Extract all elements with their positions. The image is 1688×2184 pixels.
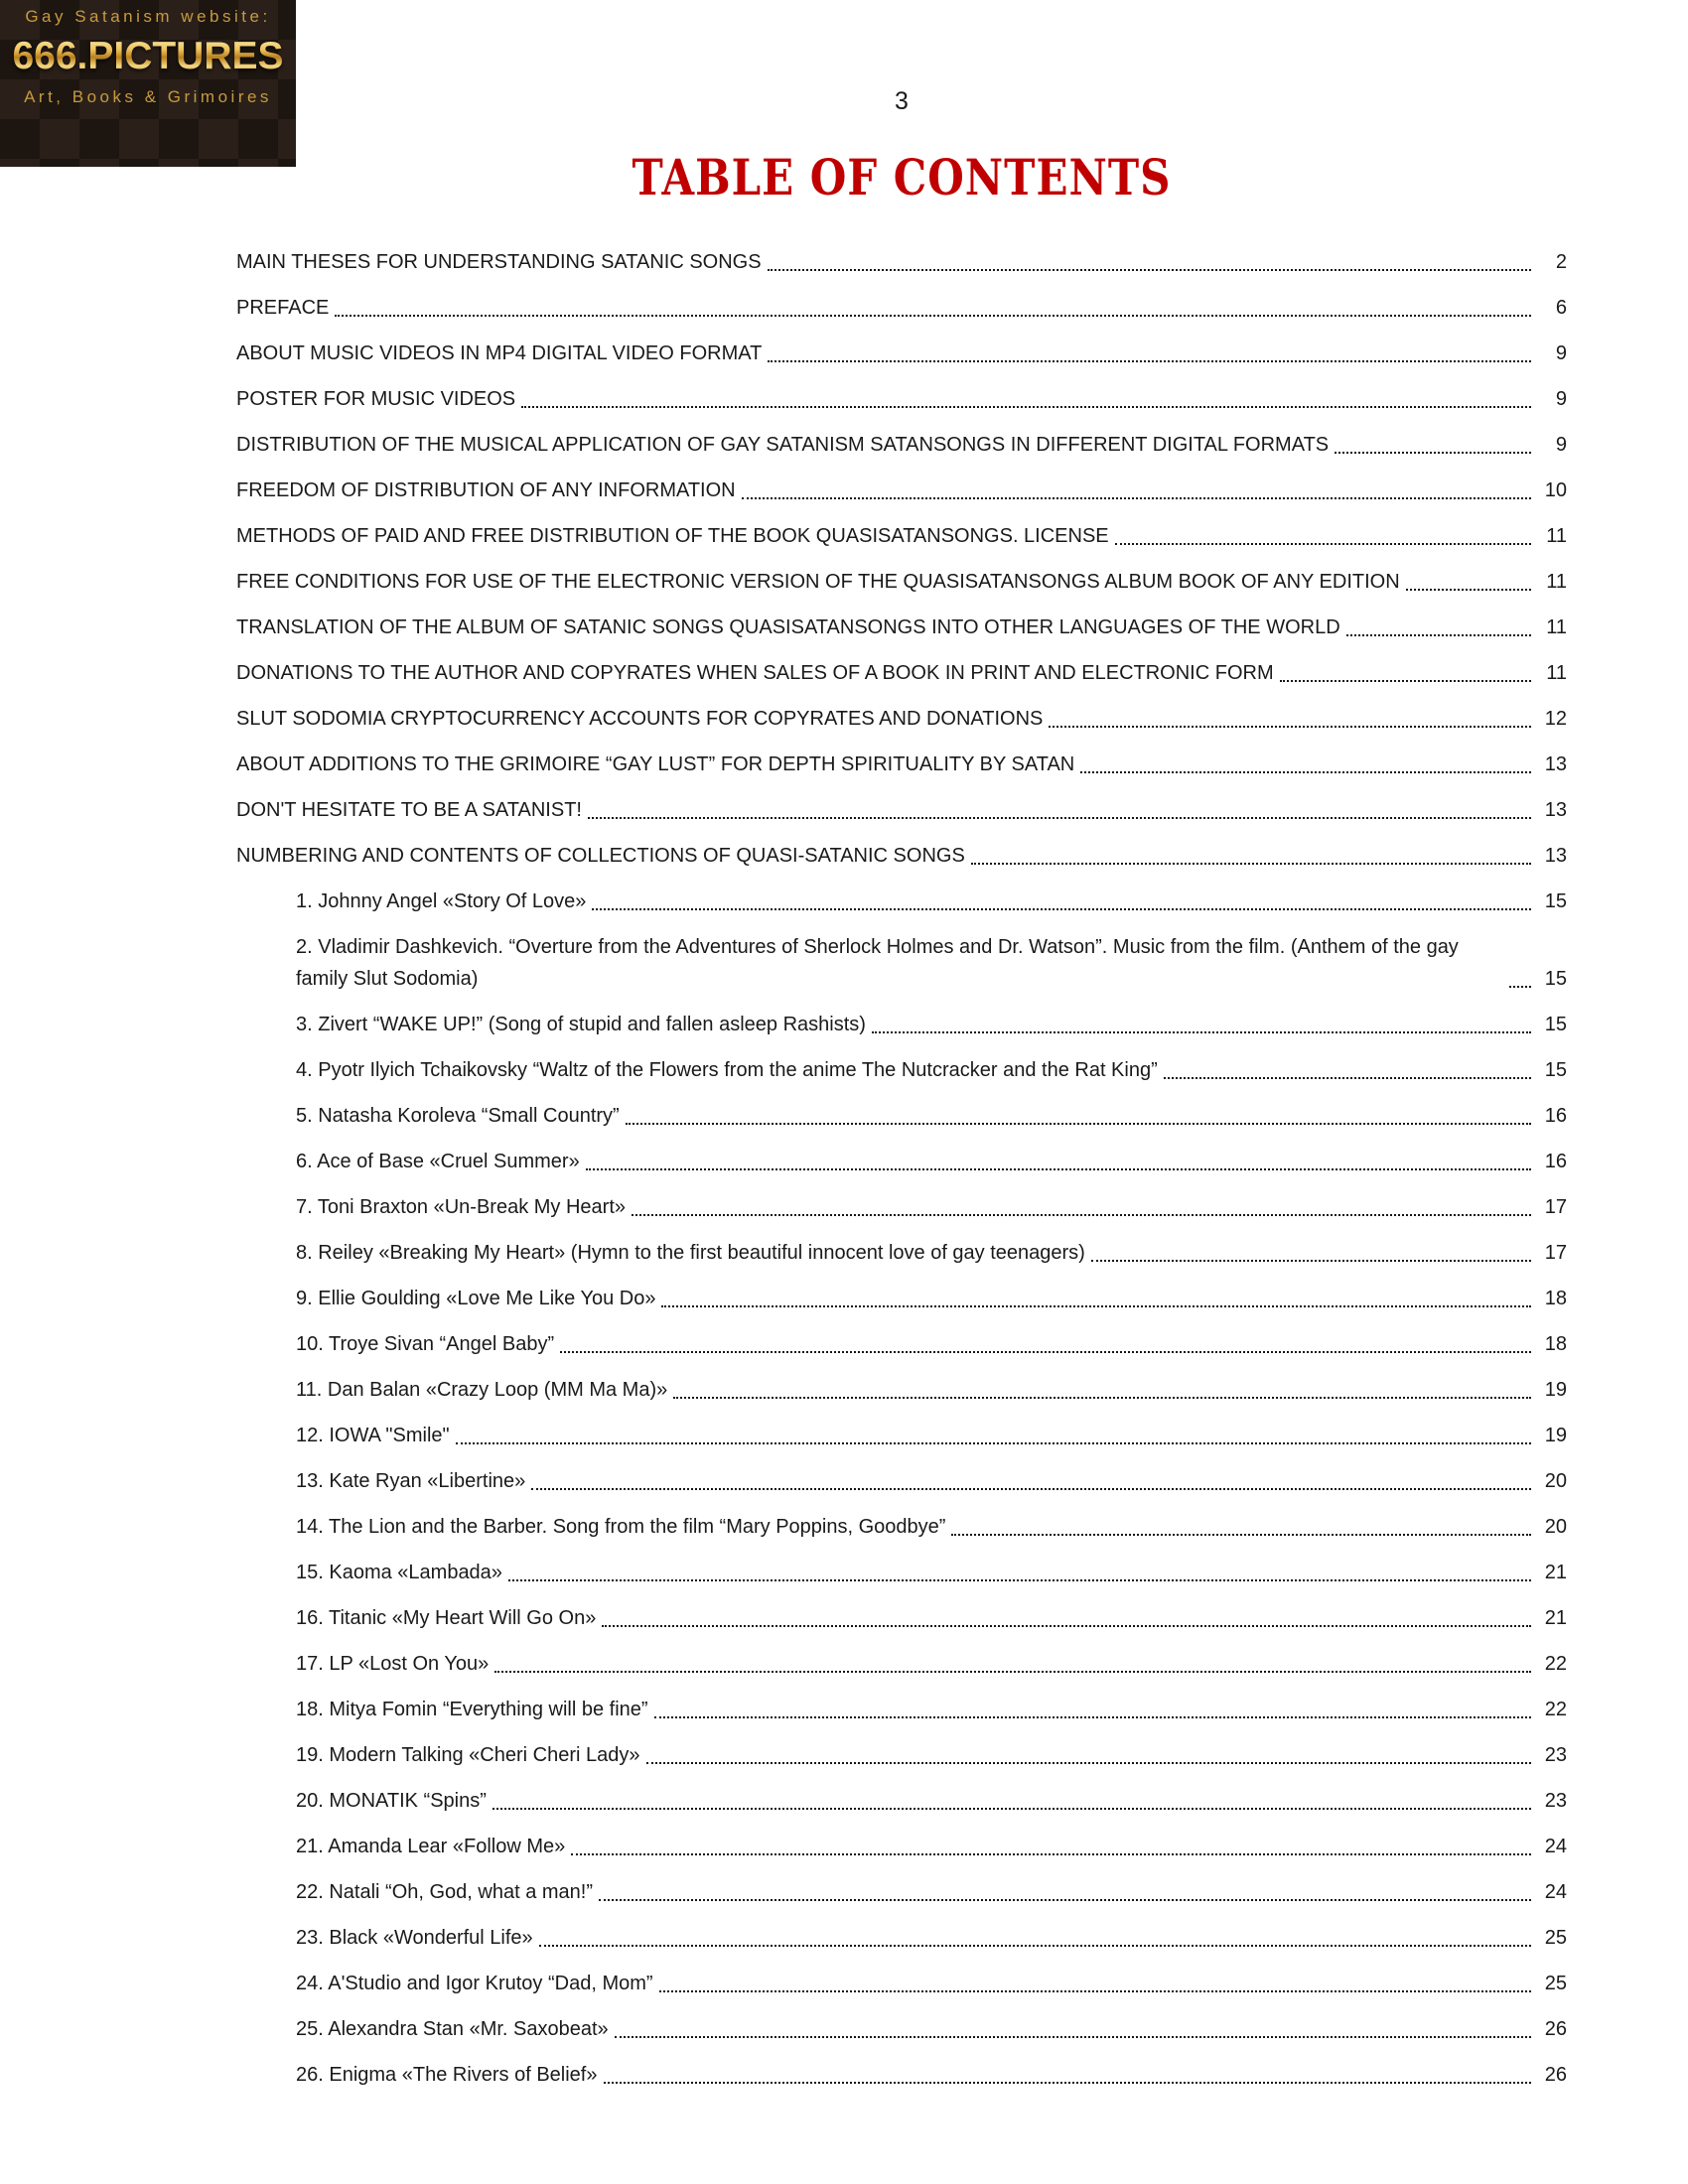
dotted-leader (539, 1945, 1531, 1947)
toc-entry-text: 11. Dan Balan «Crazy Loop (MM Ma Ma)» (296, 1379, 668, 1401)
dotted-leader (626, 1123, 1531, 1125)
toc-entry-text: 1. Johnny Angel «Story Of Love» (296, 890, 587, 912)
toc-entry-text: 18. Mitya Fomin “Everything will be fine” (296, 1699, 648, 1720)
toc-entry[interactable] (236, 612, 1567, 643)
toc-entry-page: 23 (1544, 1744, 1567, 1766)
toc-entry-page: 16 (1544, 1105, 1567, 1127)
toc-entry[interactable] (236, 1328, 1567, 1360)
logo-brand: 666.PICTURES (0, 35, 296, 78)
toc-entry[interactable] (236, 246, 1567, 278)
toc-entry-page: 9 (1555, 342, 1567, 364)
toc-entry-page: 24 (1544, 1836, 1567, 1857)
dotted-leader (1280, 680, 1531, 682)
document-page (236, 87, 1567, 2105)
dotted-leader (673, 1397, 1531, 1399)
toc-entry[interactable] (236, 1283, 1567, 1314)
page-title-text: TABLE OF CONTENTS (632, 149, 1172, 206)
toc-entry-page: 26 (1544, 2018, 1567, 2040)
toc-entry-page: 21 (1544, 1562, 1567, 1583)
dotted-leader (571, 1853, 1531, 1855)
toc-entry-text: 15. Kaoma «Lambada» (296, 1562, 502, 1583)
toc-entry[interactable] (236, 931, 1567, 995)
toc-entry-text: MAIN THESES FOR UNDERSTANDING SATANIC SONGS (236, 251, 762, 273)
dotted-leader (1049, 726, 1531, 728)
toc-entry[interactable] (236, 1009, 1567, 1040)
toc-entry[interactable] (236, 749, 1567, 780)
toc-entry-text: 25. Alexandra Stan «Mr. Saxobeat» (296, 2018, 609, 2040)
dotted-leader (768, 269, 1531, 271)
toc-entry-page: 11 (1546, 662, 1567, 684)
toc-entry[interactable] (236, 1374, 1567, 1406)
dotted-leader (586, 1168, 1531, 1170)
toc-entry[interactable] (236, 1054, 1567, 1086)
dotted-leader (508, 1579, 1531, 1581)
toc-entry-text: 12. IOWA "Smile" (296, 1425, 450, 1446)
dotted-leader (560, 1351, 1531, 1353)
dotted-leader (971, 863, 1531, 865)
toc-entry-text: 9. Ellie Goulding «Love Me Like You Do» (296, 1288, 656, 1309)
toc-entry-text: 14. The Lion and the Barber. Song from the film “Mary Poppins, Goodbye” (296, 1516, 946, 1538)
toc-entry[interactable] (236, 475, 1567, 506)
toc-entry-text: 3. Zivert “WAKE UP!” (Song of stupid and fallen asleep Rashists) (296, 1014, 866, 1035)
dotted-leader (742, 497, 1531, 499)
toc-entry-page: 13 (1544, 753, 1567, 775)
toc-entry[interactable] (236, 520, 1567, 552)
dotted-leader (632, 1214, 1531, 1216)
toc-entry-page: 10 (1544, 479, 1567, 501)
toc-entry[interactable] (236, 429, 1567, 461)
toc-entry-text: 24. A'Studio and Igor Krutoy “Dad, Mom” (296, 1973, 653, 1994)
toc-entry-text: 8. Reiley «Breaking My Heart» (Hymn to the first beautiful innocent love of gay teenagers) (296, 1242, 1085, 1264)
page-number: 3 (895, 87, 909, 115)
dotted-leader (604, 2082, 1532, 2084)
toc-entry-page: 6 (1555, 297, 1567, 319)
toc-entry-text: DISTRIBUTION OF THE MUSICAL APPLICATION OF GAY SATANISM SATANSONGS IN DIFFERENT DIGITAL FORMATS (236, 434, 1330, 456)
dotted-leader (615, 2036, 1531, 2038)
toc-entry-text: TRANSLATION OF THE ALBUM OF SATANIC SONGS QUASISATANSONGS INTO OTHER LANGUAGES OF THE WORLD (236, 616, 1340, 638)
toc-entry[interactable] (236, 886, 1567, 917)
dotted-leader (592, 908, 1531, 910)
toc-entry[interactable] (236, 1876, 1567, 1908)
toc-entry-text: 16. Titanic «My Heart Will Go On» (296, 1607, 597, 1629)
toc-entry[interactable] (236, 2013, 1567, 2045)
toc-entry-text: 7. Toni Braxton «Un-Break My Heart» (296, 1196, 627, 1218)
toc-entry[interactable] (236, 1694, 1567, 1725)
dotted-leader (654, 1716, 1531, 1718)
toc-entry[interactable] (236, 1602, 1567, 1634)
page-title (236, 149, 1567, 206)
dotted-leader (1115, 543, 1531, 545)
toc-entry[interactable] (236, 1831, 1567, 1862)
toc-entry[interactable] (236, 1237, 1567, 1269)
toc-entry[interactable] (236, 566, 1567, 598)
toc-entry-page: 11 (1546, 525, 1567, 547)
toc-entry-text: 5. Natasha Koroleva “Small Country” (296, 1105, 620, 1127)
toc-entry-page: 12 (1544, 708, 1567, 730)
toc-entry-page: 15 (1544, 1014, 1567, 1035)
toc-entry[interactable] (236, 703, 1567, 735)
toc-entry-text: FREE CONDITIONS FOR USE OF THE ELECTRONIC VERSION OF THE QUASISATANSONGS ALBUM BOOK OF ANY EDITION (236, 571, 1400, 593)
toc-entry-text: 21. Amanda Lear «Follow Me» (296, 1836, 566, 1857)
dotted-leader (646, 1762, 1532, 1764)
logo-tagline-top: Gay Satanism website: (25, 7, 271, 26)
toc-entry-page: 9 (1555, 434, 1567, 456)
toc-entry[interactable] (236, 338, 1567, 369)
toc-entry-text: FREEDOM OF DISTRIBUTION OF ANY INFORMATION (236, 479, 736, 501)
toc-entry[interactable] (236, 383, 1567, 415)
toc-entry[interactable] (236, 1465, 1567, 1497)
toc-entry-text: 20. MONATIK “Spins” (296, 1790, 487, 1812)
dotted-leader (1335, 452, 1531, 454)
toc-entry-page: 15 (1544, 1059, 1567, 1081)
toc-list (236, 246, 1567, 2091)
dotted-leader (602, 1625, 1531, 1627)
toc-entry[interactable] (236, 1146, 1567, 1177)
dotted-leader (494, 1671, 1531, 1673)
toc-entry-text: PREFACE (236, 297, 330, 319)
dotted-leader (768, 360, 1531, 362)
dotted-leader (1080, 771, 1531, 773)
toc-entry-page: 19 (1544, 1425, 1567, 1446)
toc-entry[interactable] (236, 1191, 1567, 1223)
toc-entry-text: POSTER FOR MUSIC VIDEOS (236, 388, 516, 410)
dotted-leader (521, 406, 1531, 408)
toc-entry[interactable] (236, 1785, 1567, 1817)
dotted-leader (1164, 1077, 1531, 1079)
toc-entry[interactable] (236, 1968, 1567, 1999)
dotted-leader (456, 1442, 1531, 1444)
dotted-leader (1406, 589, 1531, 591)
toc-entry-text: 22. Natali “Oh, God, what a man!” (296, 1881, 594, 1903)
toc-entry-page: 15 (1544, 890, 1567, 912)
toc-entry-page: 22 (1544, 1699, 1567, 1720)
toc-entry[interactable] (236, 840, 1567, 872)
toc-entry-text: 4. Pyotr Ilyich Tchaikovsky “Waltz of the Flowers from the anime The Nutcracker and the Rat King” (296, 1059, 1158, 1081)
toc-entry-page: 9 (1555, 388, 1567, 410)
toc-entry-text: NUMBERING AND CONTENTS OF COLLECTIONS OF QUASI-SATANIC SONGS (236, 845, 965, 867)
toc-entry-text: 17. LP «Lost On You» (296, 1653, 490, 1675)
toc-entry-page: 17 (1544, 1196, 1567, 1218)
toc-entry-page: 15 (1544, 968, 1567, 990)
toc-entry-page: 13 (1544, 799, 1567, 821)
toc-entry[interactable] (236, 657, 1567, 689)
toc-entry-page: 11 (1546, 616, 1567, 638)
toc-entry-page: 20 (1544, 1516, 1567, 1538)
toc-entry-page: 17 (1544, 1242, 1567, 1264)
toc-entry-page: 18 (1544, 1333, 1567, 1355)
dotted-leader (335, 315, 1531, 317)
toc-entry-text: 26. Enigma «The Rivers of Belief» (296, 2064, 598, 2086)
toc-entry[interactable] (236, 2059, 1567, 2091)
toc-entry-page: 19 (1544, 1379, 1567, 1401)
toc-entry-page: 2 (1555, 251, 1567, 273)
dotted-leader (599, 1899, 1531, 1901)
dotted-leader (1091, 1260, 1531, 1262)
dotted-leader (588, 817, 1531, 819)
toc-entry[interactable] (236, 794, 1567, 826)
toc-entry-text: 13. Kate Ryan «Libertine» (296, 1470, 526, 1492)
logo-tagline-bottom: Art, Books & Grimoires (24, 87, 272, 106)
toc-entry-text: 2. Vladimir Dashkevich. “Overture from the Adventures of Sherlock Holmes and Dr. Watson”. Music from the film. (Anthem of the gay family Slut Sodomia) (296, 936, 1459, 990)
toc-entry-text: 10. Troye Sivan “Angel Baby” (296, 1333, 555, 1355)
dotted-leader (659, 1990, 1531, 1992)
toc-entry[interactable] (236, 1511, 1567, 1543)
dotted-leader (661, 1305, 1531, 1307)
toc-entry[interactable] (236, 1100, 1567, 1132)
toc-entry-text: DON'T HESITATE TO BE A SATANIST! (236, 799, 582, 821)
toc-entry[interactable] (236, 1922, 1567, 1954)
toc-entry-page: 18 (1544, 1288, 1567, 1309)
toc-entry-page: 23 (1544, 1790, 1567, 1812)
toc-entry-page: 22 (1544, 1653, 1567, 1675)
toc-entry[interactable] (236, 1648, 1567, 1680)
toc-entry[interactable] (236, 292, 1567, 324)
toc-entry-page: 20 (1544, 1470, 1567, 1492)
toc-entry[interactable] (236, 1557, 1567, 1588)
dotted-leader (1509, 986, 1531, 988)
toc-entry-page: 24 (1544, 1881, 1567, 1903)
dotted-leader (492, 1808, 1531, 1810)
toc-entry[interactable] (236, 1420, 1567, 1451)
dotted-leader (951, 1534, 1531, 1536)
toc-entry-text: DONATIONS TO THE AUTHOR AND COPYRATES WHEN SALES OF A BOOK IN PRINT AND ELECTRONIC FORM (236, 662, 1274, 684)
toc-entry-page: 11 (1546, 571, 1567, 593)
toc-entry-text: 19. Modern Talking «Cheri Cheri Lady» (296, 1744, 640, 1766)
toc-entry-page: 25 (1544, 1973, 1567, 1994)
dotted-leader (1346, 634, 1531, 636)
toc-entry-text: METHODS OF PAID AND FREE DISTRIBUTION OF THE BOOK QUASISATANSONGS. LICENSE (236, 525, 1109, 547)
toc-entry-page: 25 (1544, 1927, 1567, 1949)
toc-entry-page: 13 (1544, 845, 1567, 867)
toc-entry-page: 16 (1544, 1151, 1567, 1172)
toc-entry-text: ABOUT ADDITIONS TO THE GRIMOIRE “GAY LUST” FOR DEPTH SPIRITUALITY BY SATAN (236, 753, 1075, 775)
toc-entry-page: 26 (1544, 2064, 1567, 2086)
dotted-leader (872, 1031, 1531, 1033)
toc-entry[interactable] (236, 1739, 1567, 1771)
toc-entry-text: ABOUT MUSIC VIDEOS IN MP4 DIGITAL VIDEO FORMAT (236, 342, 763, 364)
toc-entry-text: 6. Ace of Base «Cruel Summer» (296, 1151, 580, 1172)
dotted-leader (531, 1488, 1531, 1490)
toc-entry-page: 21 (1544, 1607, 1567, 1629)
toc-entry-text: 23. Black «Wonderful Life» (296, 1927, 533, 1949)
toc-entry-text: SLUT SODOMIA CRYPTOCURRENCY ACCOUNTS FOR COPYRATES AND DONATIONS (236, 708, 1044, 730)
